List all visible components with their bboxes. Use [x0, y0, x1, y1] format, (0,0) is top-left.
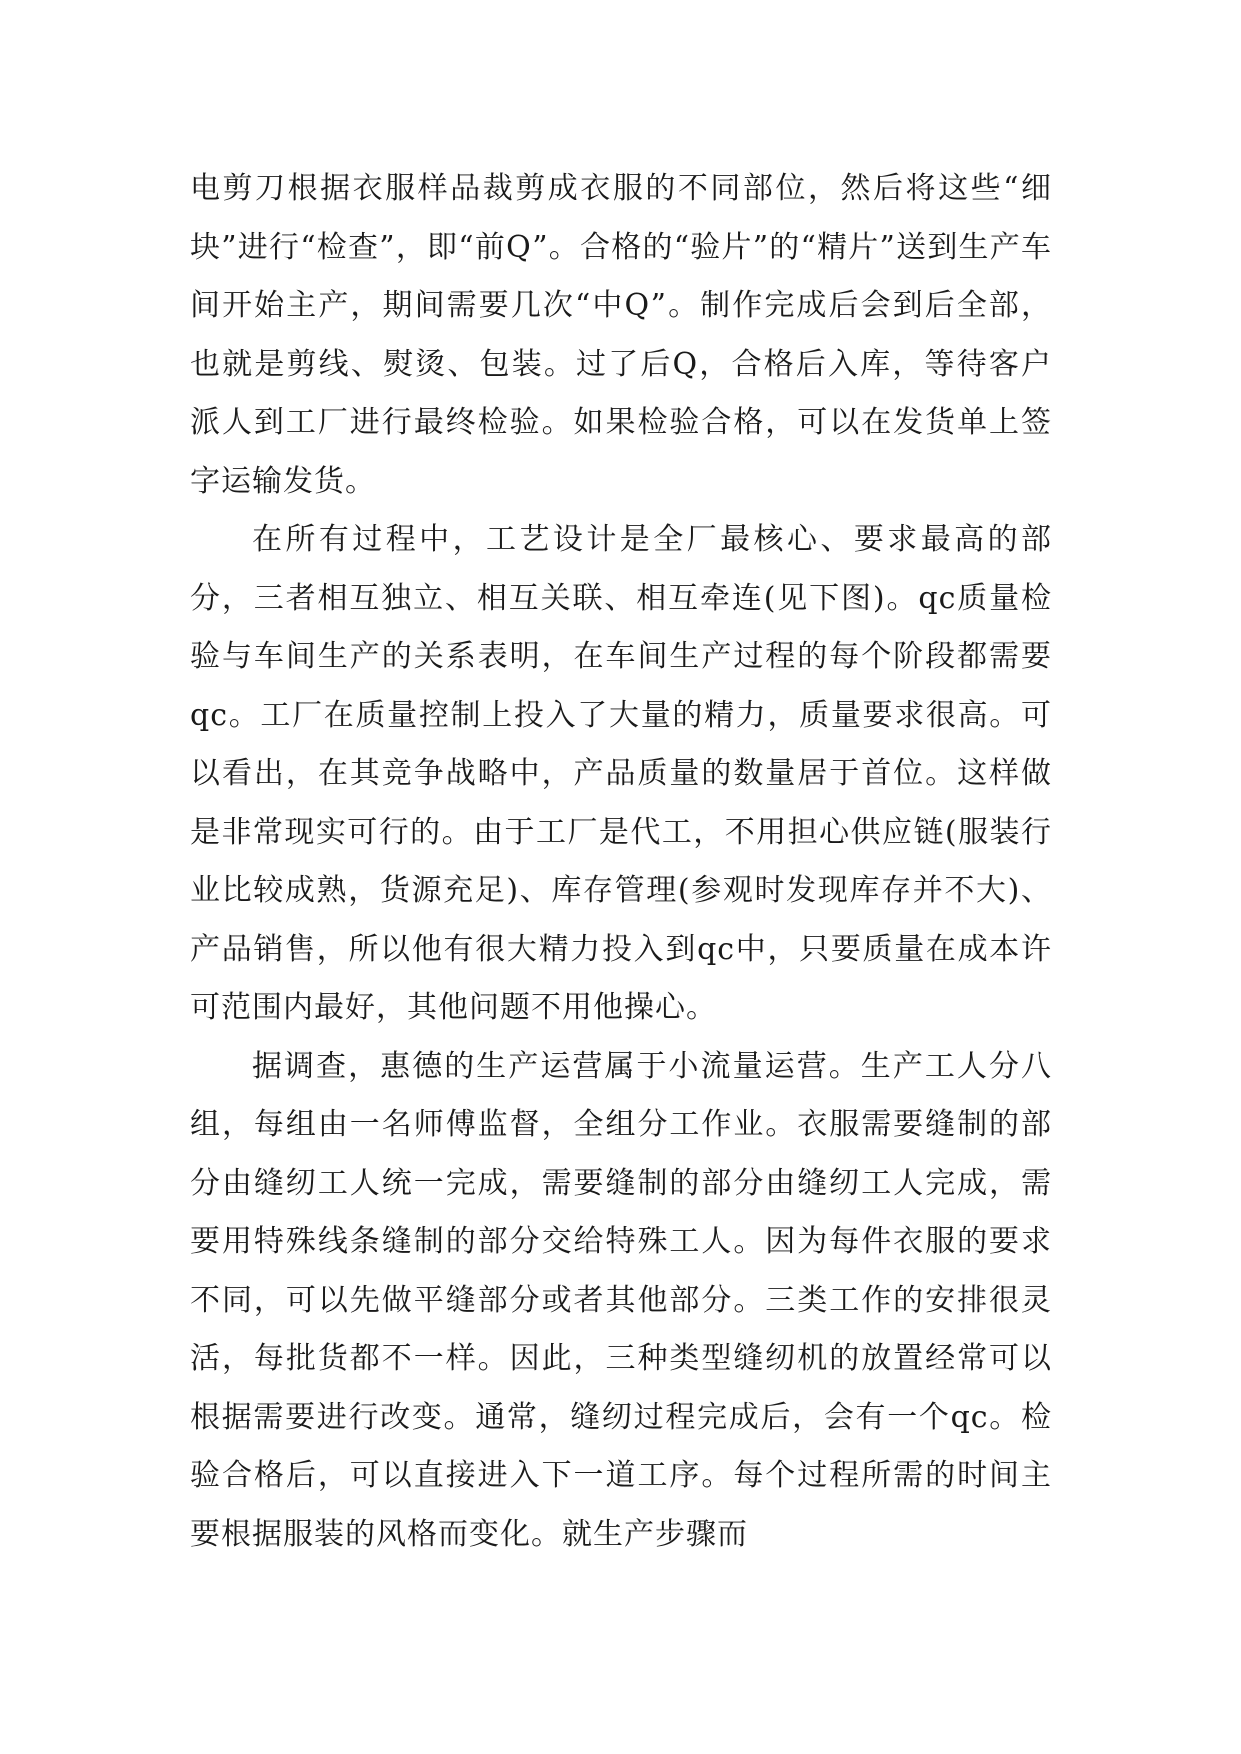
paragraph-1: 电剪刀根据衣服样品裁剪成衣服的不同部位，然后将这些“细块”进行“检查”，即“前Q”。合格的“验片”的“精片”送到生产车间开始主产，期间需要几次“中Q”。制作完成后会到后全部，也就是剪线、熨烫、包装。过了后Q，合格后入库，等待客户派人到工厂进行最终检验。如果检验合格，可以在发货单上签字运输发货。: [190, 171, 1052, 499]
paragraph-3: 据调查，惠德的生产运营属于小流量运营。生产工人分八组，每组由一名师傅监督，全组分工作业。衣服需要缝制的部分由缝纫工人统一完成，需要缝制的部分由缝纫工人完成，需要用特殊线条缝制的部分交给特殊工人。因为每件衣服的要求不同，可以先做平缝部分或者其他部分。三类工作的安排很灵活，每批货都不一样。因此，三种类型缝纫机的放置经常可以根据需要进行改变。通常，缝纫过程完成后，会有一个qc。检验合格后，可以直接进入下一道工序。每个过程所需的时间主要根据服装的风格而变化。就生产步骤而: [190, 1048, 1052, 1552]
paragraph-2: 在所有过程中，工艺设计是全厂最核心、要求最高的部分，三者相互独立、相互关联、相互牵连(见下图)。qc质量检验与车间生产的关系表明，在车间生产过程的每个阶段都需要qc。工厂在质量控制上投入了大量的精力，质量要求很高。可以看出，在其竞争战略中，产品质量的数量居于首位。这样做是非常现实可行的。由于工厂是代工，不用担心供应链(服装行业比较成熟，货源充足)、库存管理(参观时发现库存并不大)、产品销售，所以他有很大精力投入到qc中，只要质量在成本许可范围内最好，其他问题不用他操心。: [190, 522, 1052, 1025]
body-text: [190, 160, 1052, 1564]
